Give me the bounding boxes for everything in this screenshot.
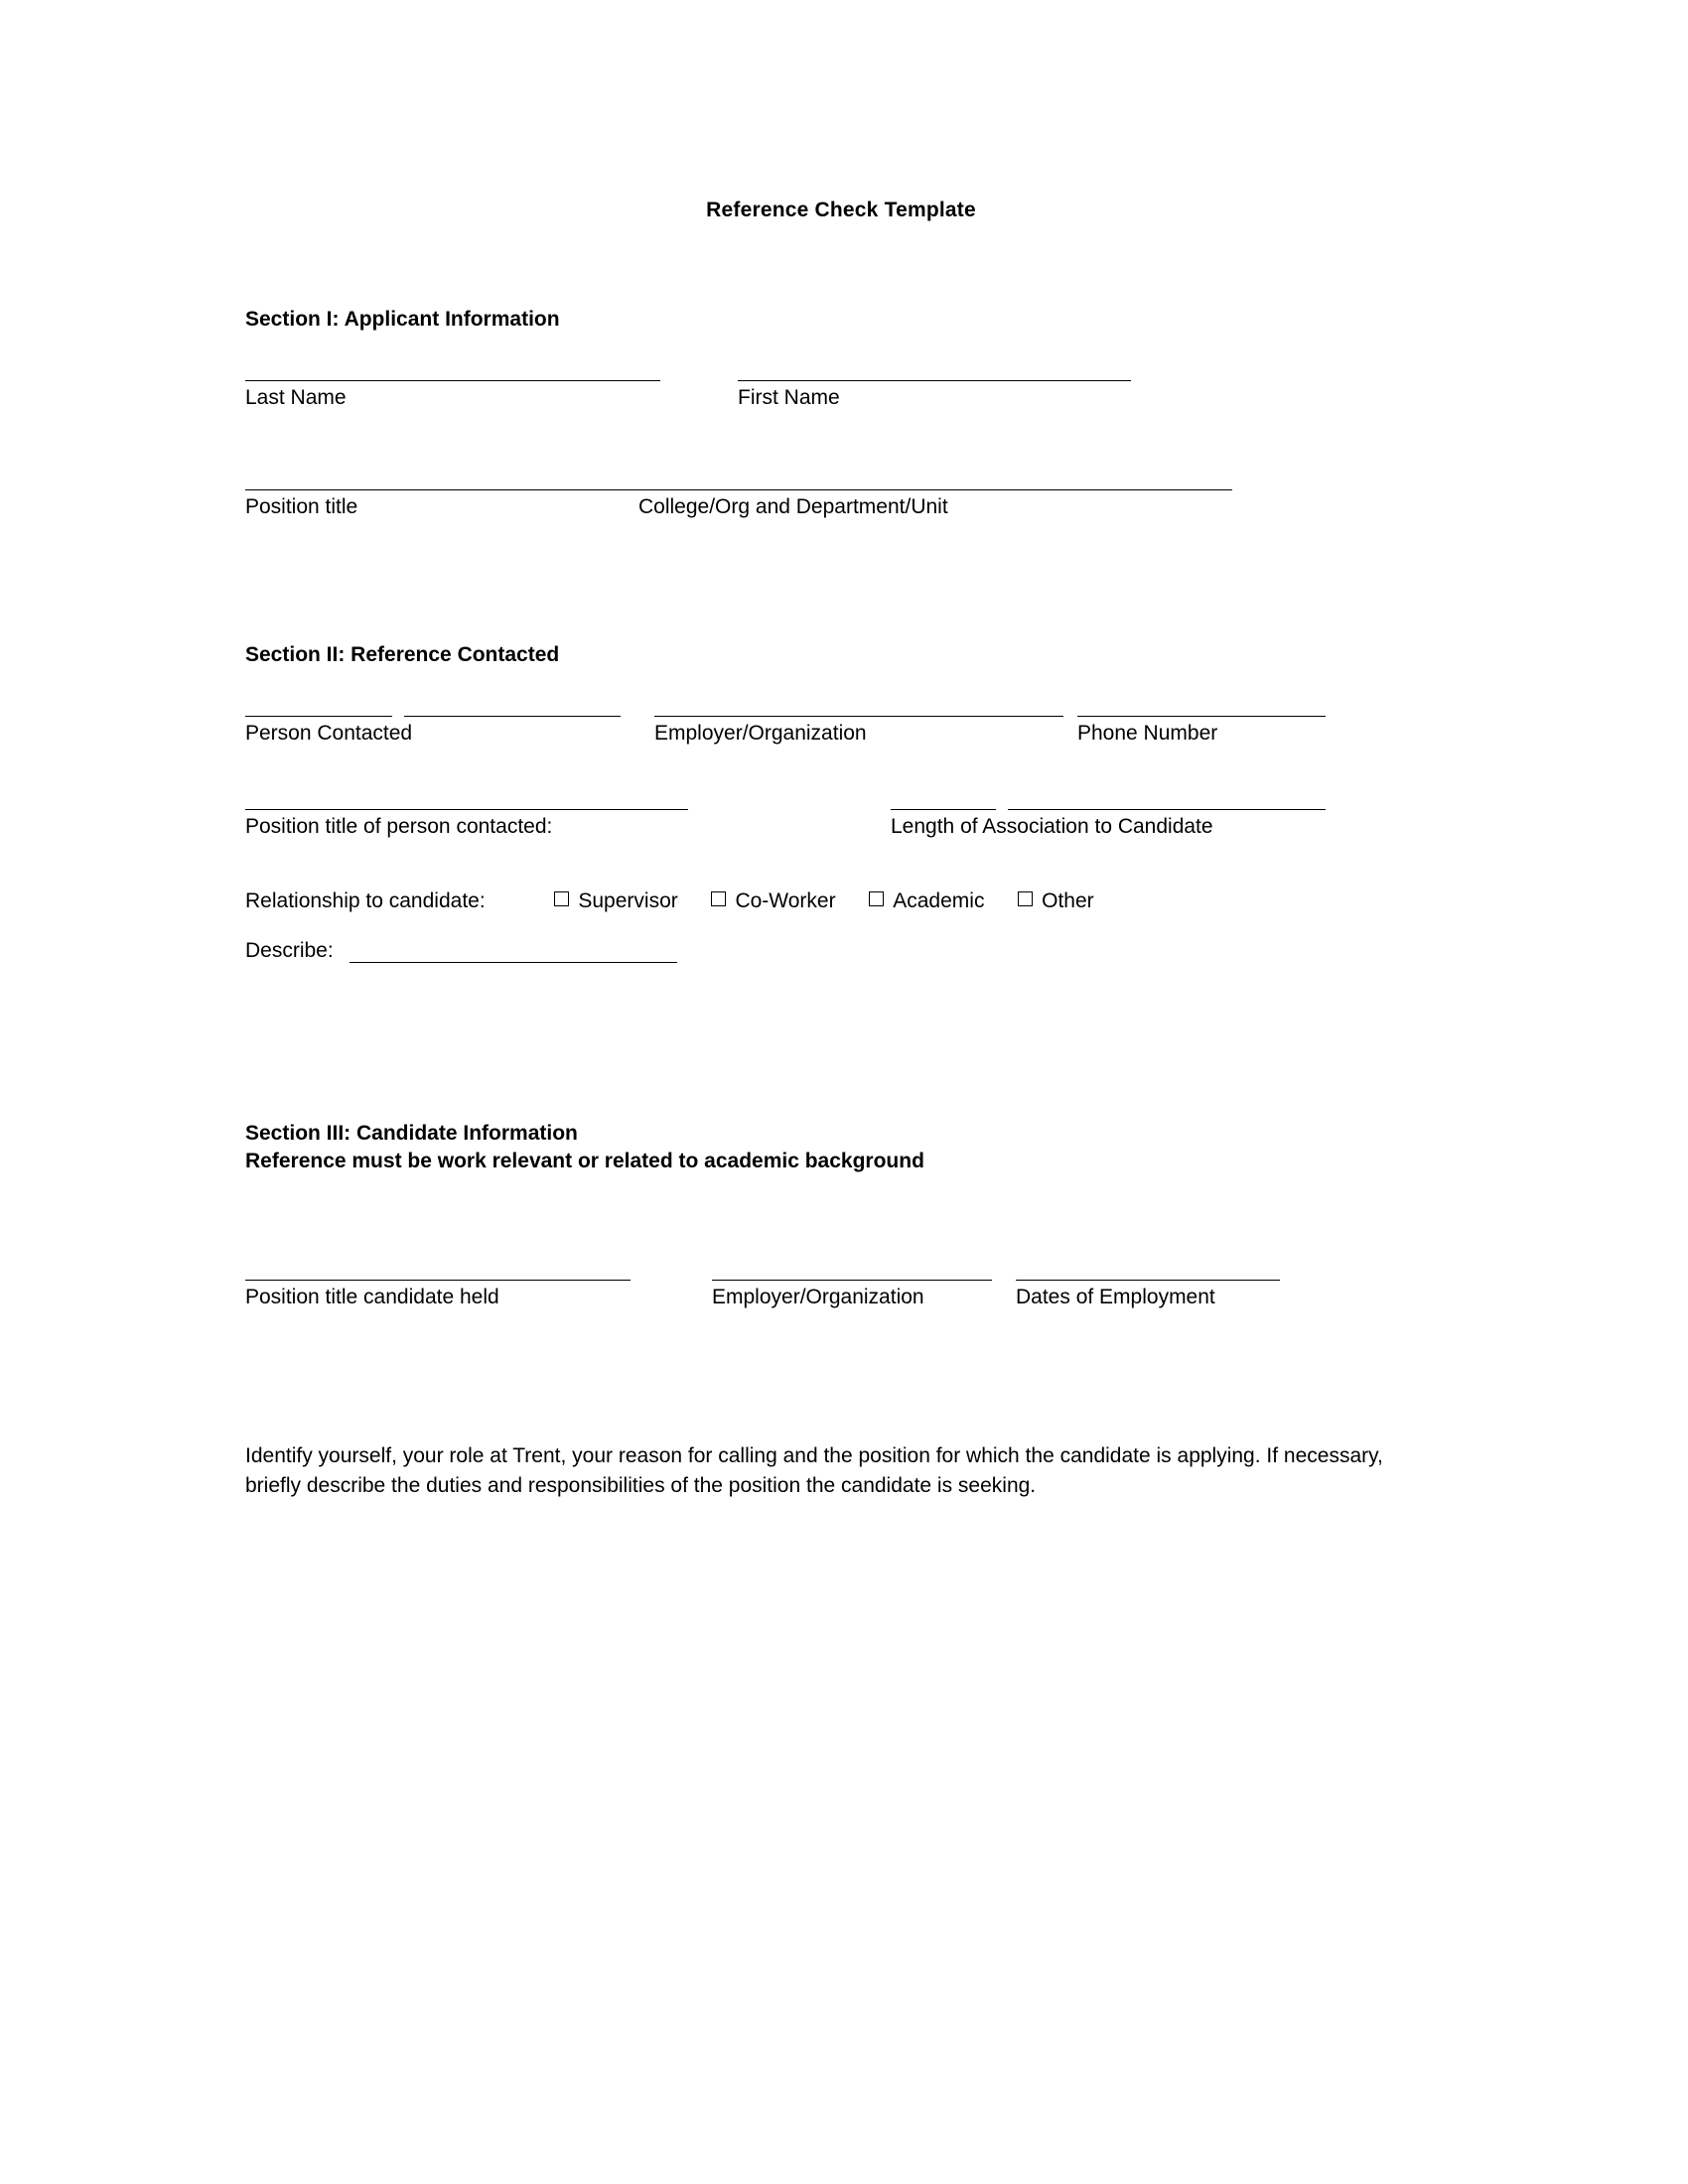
label-describe: Describe: [245, 939, 334, 962]
label-college-org: College/Org and Department/Unit [638, 495, 948, 518]
label-position-title: Position title [245, 495, 358, 518]
checkbox-academic[interactable] [869, 891, 884, 906]
option-co-worker[interactable]: Co-Worker [735, 889, 836, 912]
last-name-rule[interactable] [245, 380, 660, 381]
phone-number-rule[interactable] [1077, 716, 1326, 717]
describe-rule[interactable] [350, 962, 677, 963]
relationship-row [245, 889, 1437, 913]
length-association-rule-a[interactable] [891, 809, 996, 810]
document-title: Reference Check Template [706, 199, 976, 221]
label-employer-organization-3: Employer/Organization [712, 1286, 924, 1308]
section-1-position-labels [245, 496, 1437, 522]
employer-organization-rule[interactable] [654, 716, 1063, 717]
section-2-heading: Section II: Reference Contacted [245, 643, 560, 666]
section-2-position-labels [245, 816, 1437, 842]
label-employer-organization-2: Employer/Organization [654, 722, 867, 745]
option-academic[interactable]: Academic [893, 889, 985, 912]
dates-employment-rule[interactable] [1016, 1280, 1280, 1281]
instructions-paragraph: Identify yourself, your role at Trent, your reason for calling and the position for which the candidate is applying. If necessary, briefly describe the duties and responsibilities of the position the candidate is seeking. [245, 1444, 1383, 1498]
section-3-heading-line2: Reference must be work relevant or related to academic background [245, 1150, 924, 1172]
label-first-name: First Name [738, 386, 840, 409]
section-3-heading-line1: Section III: Candidate Information [245, 1122, 578, 1145]
checkbox-supervisor[interactable] [554, 891, 569, 906]
section-1-name-rules [245, 359, 1437, 381]
section-2-contact-rules [245, 695, 1437, 717]
checkbox-other[interactable] [1018, 891, 1033, 906]
section-1-position-rules [245, 469, 1437, 490]
section-1-name-labels [245, 387, 1437, 413]
person-contacted-rule-a[interactable] [245, 716, 392, 717]
label-dates-employment: Dates of Employment [1016, 1286, 1215, 1308]
describe-row [245, 939, 1437, 963]
label-last-name: Last Name [245, 386, 347, 409]
label-position-title-held: Position title candidate held [245, 1286, 499, 1308]
section-1-heading: Section I: Applicant Information [245, 308, 560, 331]
checkbox-co-worker[interactable] [711, 891, 726, 906]
first-name-rule[interactable] [738, 380, 1131, 381]
label-relationship: Relationship to candidate: [245, 889, 486, 912]
section-2-contact-labels [245, 723, 1437, 749]
section-3-rules [245, 1259, 1437, 1281]
label-person-contacted: Person Contacted [245, 722, 413, 745]
person-contacted-rule-b[interactable] [404, 716, 621, 717]
position-title-person-rule[interactable] [245, 809, 688, 810]
section-3-labels [245, 1287, 1437, 1312]
document-body [245, 0, 1437, 1502]
label-phone-number: Phone Number [1077, 722, 1218, 745]
employer-organization-3-rule[interactable] [712, 1280, 992, 1281]
option-supervisor[interactable]: Supervisor [578, 889, 678, 912]
label-length-association: Length of Association to Candidate [891, 815, 1213, 838]
section-2-position-rules [245, 788, 1437, 810]
position-title-rule[interactable] [245, 489, 1232, 490]
label-position-title-person: Position title of person contacted: [245, 815, 553, 838]
position-title-held-rule[interactable] [245, 1280, 631, 1281]
length-association-rule-b[interactable] [1008, 809, 1326, 810]
option-other[interactable]: Other [1042, 889, 1094, 912]
